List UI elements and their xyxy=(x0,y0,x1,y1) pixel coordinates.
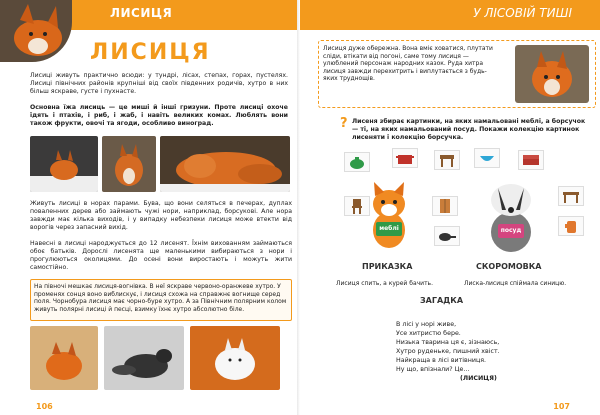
fox-sign: меблі xyxy=(379,225,399,232)
label-tongue-twister: СКОРОМОВКА xyxy=(476,262,542,271)
card-table[interactable] xyxy=(558,186,584,206)
photo-red-fox xyxy=(30,326,98,390)
card-stool[interactable] xyxy=(434,150,460,170)
card-sofa[interactable] xyxy=(518,150,544,170)
right-header-bar xyxy=(300,0,600,30)
right-page xyxy=(300,0,600,415)
fox-thumbnail xyxy=(0,0,72,62)
card-pan[interactable] xyxy=(434,226,460,246)
riddle-line: Ну що, впізнали? Це... xyxy=(396,366,470,373)
card-pot[interactable] xyxy=(392,148,418,168)
riddle-line: Низька тварина ця є, зізнаюсь, xyxy=(396,339,500,346)
tongue-twister-text: Лиска-лисиця спіймала синицю. xyxy=(464,280,567,287)
page-number-right: 107 xyxy=(553,402,570,411)
page-title: ЛИСИЦЯ xyxy=(90,40,211,65)
badger-sign: посуд xyxy=(500,227,522,234)
cartoon-fox xyxy=(360,182,418,252)
card-kettle[interactable] xyxy=(344,152,370,172)
card-chair[interactable] xyxy=(344,196,370,216)
proverb-text: Лисиця спить, а курей бачить. xyxy=(336,280,434,287)
fox-species-box: На півночі мешкає лисиця-вогнівка. В неї яскраве червоно-оранжеве хутро. У променях сонця воно виблискує, і лисиця схожа на справжнє вогнище серед поля. Чорнобура лисиця має чорно-буре хутро. А за Північним полярним колом живуть полярні лисиці й песці, взимку їхнє хутро абсолютно біле. xyxy=(30,279,292,321)
left-header-title: ЛИСИЦЯ xyxy=(110,6,173,20)
photo-silver-fox xyxy=(104,326,184,390)
page-number-left: 106 xyxy=(36,402,53,411)
photo-fox-snow xyxy=(30,136,98,192)
question-mark-icon: ? xyxy=(340,116,348,131)
task-text: Лисеня збирає картинки, на яких намальовані меблі, а борсучок — ті, на яких намальований посуд. Покажи колекцію картинок лисеняти і колекцію борсучка. xyxy=(352,118,586,141)
para-habitat: Лисиці живуть практично всюди: у тундрі, лісах, степах, горах, пустелях. Лисиці північних районів крупніші від своїх південних родичів, хутро в них більш яскраве, густе і пухнасте. xyxy=(30,72,288,95)
photo-fox-sleeping xyxy=(160,136,290,192)
card-bowl[interactable] xyxy=(474,148,500,168)
riddle-line: Усе хитристю бере. xyxy=(396,330,461,337)
photo-fox-sitting xyxy=(102,136,156,192)
riddle-line: Найкраща в лісі витівниця. xyxy=(396,357,487,364)
para-cubs: Навесні в лисиці народжується до 12 лисенят. Їхнім вихованням займаються обоє батьків. Дорослі лисенята ще маленькими вибираються з нори і прогулюються околицями. До осені вони виростають і можуть жити самостійно. xyxy=(30,240,292,271)
label-proverb: ПРИКАЗКА xyxy=(362,262,413,271)
photo-arctic-fox xyxy=(190,326,280,390)
fox-portrait xyxy=(515,45,589,103)
riddle-answer: (ЛИСИЦЯ) xyxy=(460,375,497,382)
para-dens: Живуть лисиці в норах парами. Бува, що вони селяться в печерах, дуплах поваленних дерев або займають чужі нори, наприклад, борсукові. Але нора завжди має кілька виходів, і у випадку небезпеки лисиця може втекти від ворогів через запасний вихід. xyxy=(30,200,292,231)
card-cupboard[interactable] xyxy=(432,196,458,216)
riddle-text xyxy=(396,320,500,383)
card-jug[interactable] xyxy=(558,216,584,236)
riddle-line: В лісі у норі живе, xyxy=(396,321,457,328)
para-food: Основна їжа лисиць — це миші й інші гризуни. Проте лисиці охоче їдять і птахів, і риб, і жаб, і навіть великих комах. Люблять вони також фрукти, овочі та ягоди, особливо виноград. xyxy=(30,104,288,127)
riddle-title: ЗАГАДКА xyxy=(420,296,464,305)
cartoon-badger xyxy=(476,176,546,256)
riddle-line: Хутро руденьке, пишний хвіст. xyxy=(396,348,500,355)
intro-text: Лисиця дуже обережна. Вона вміє ховатися, плутати сліди, втікати від погоні, саме тому лисиця — улюблений персонаж народних казок. Руда хитра лисиця завжди перехитрить і виплутається з будь-яких труднощів. xyxy=(323,45,493,82)
right-header-title: У ЛІСОВІЙ ТИШІ xyxy=(473,6,572,20)
intro-box xyxy=(318,40,596,108)
